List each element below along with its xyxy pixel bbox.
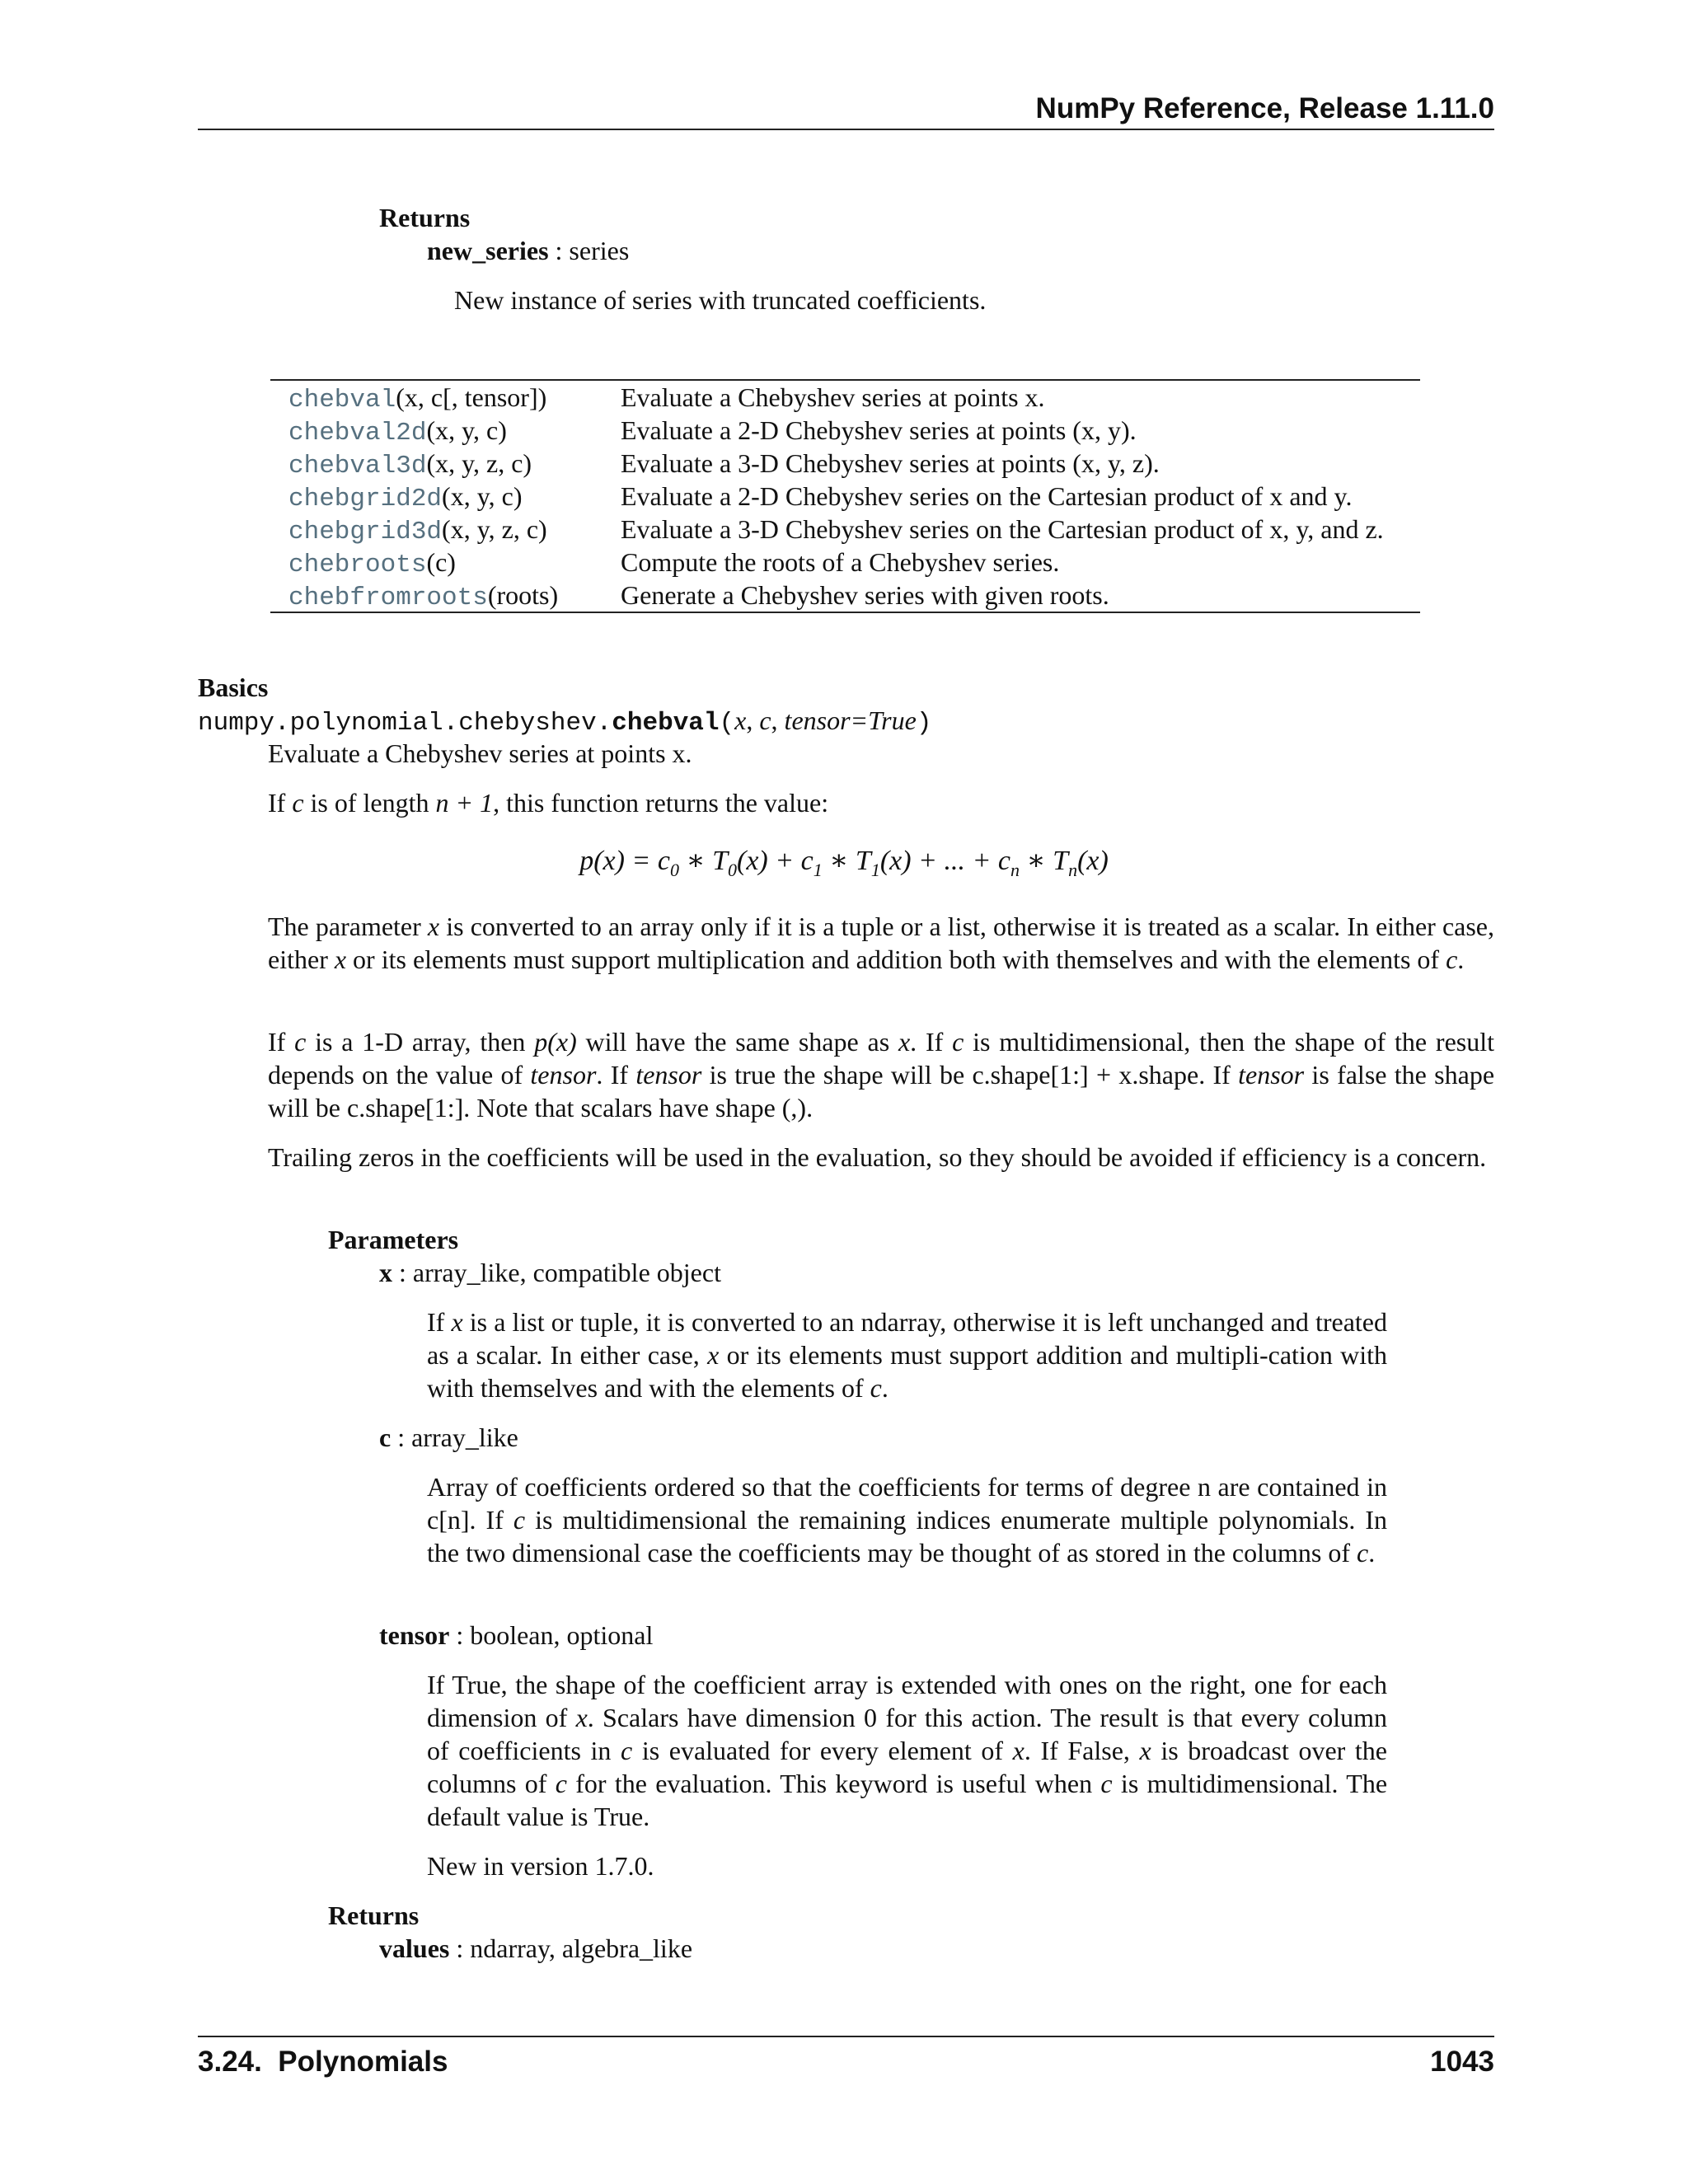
table-cell-signature: chebval2d(x, y, c)	[288, 415, 507, 448]
param-tensor-field: tensor : boolean, optional	[379, 1620, 654, 1650]
table-cell-description: Compute the roots of a Chebyshev series.	[621, 547, 1060, 577]
table-row	[270, 579, 1420, 612]
table-cell-signature: chebfromroots(roots)	[288, 580, 559, 612]
table-cell-description: Generate a Chebyshev series with given roots.	[621, 580, 1109, 610]
table-cell-description: Evaluate a Chebyshev series at points x.	[621, 382, 1045, 412]
table-cell-signature: chebroots(c)	[288, 547, 456, 579]
param-tensor-type: boolean, optional	[470, 1620, 654, 1650]
prev-returns-name: new_series	[427, 236, 549, 265]
function-link[interactable]: chebroots	[288, 551, 427, 579]
param-x-type: array_like, compatible object	[412, 1258, 721, 1287]
param-x-name: x	[379, 1258, 392, 1287]
function-link[interactable]: chebval	[288, 386, 396, 415]
table-row	[270, 381, 1420, 414]
function-link[interactable]: chebval3d	[288, 452, 427, 480]
function-link[interactable]: chebgrid2d	[288, 485, 443, 513]
version-note: New in version 1.7.0.	[427, 1851, 654, 1881]
table-row	[270, 447, 1420, 480]
table-cell-signature: chebgrid3d(x, y, z, c)	[288, 514, 547, 546]
prev-returns-desc: New instance of series with truncated coefficients.	[454, 285, 987, 315]
param-x-field: x : array_like, compatible object	[379, 1258, 721, 1287]
table-cell-description: Evaluate a 3-D Chebyshev series on the Cartesian product of x, y, and z.	[621, 514, 1384, 544]
prev-returns-field: new_series : series	[427, 236, 630, 265]
header-rule	[198, 129, 1494, 130]
param-c-field: c : array_like	[379, 1422, 518, 1452]
running-header-title: NumPy Reference, Release 1.11.0	[1035, 92, 1494, 124]
param-c-desc: Array of coefficients ordered so that the coefficients for terms of degree n are contained in c[n]. If c is multidimensional the remaining indices enumerate multiple polynomials. In the two dimensional case the coefficients may be thought of as stored in the columns of c.	[427, 1472, 1388, 1568]
function-signature: numpy.polynomial.chebyshev.chebval(x, c, tensor=True)	[198, 705, 932, 738]
function-summary-table	[270, 379, 1420, 613]
function-summary-line: Evaluate a Chebyshev series at points x.	[268, 738, 692, 768]
returns-name: values	[379, 1933, 450, 1963]
returns-field: values : ndarray, algebra_like	[379, 1933, 693, 1963]
length-sentence: If c is of length n + 1, this function returns the value:	[268, 788, 829, 818]
signature-module: numpy.polynomial.chebyshev.	[198, 709, 612, 738]
function-link[interactable]: chebgrid3d	[288, 518, 443, 546]
paragraph-trailing-zeros: Trailing zeros in the coefficients will be used in the evaluation, so they should be avoided if efficiency is a concern.	[268, 1142, 1487, 1172]
table-cell-signature: chebval3d(x, y, z, c)	[288, 448, 532, 480]
param-x-desc: If x is a list or tuple, it is converted to an ndarray, otherwise it is left unchanged and treated as a scalar. In either case, x or its elements must support addition and multipli-cation with with themselves and with the elements of c.	[427, 1307, 1388, 1403]
table-cell-signature: chebval(x, c[, tensor])	[288, 382, 547, 415]
table-cell-description: Evaluate a 2-D Chebyshev series at points (x, y).	[621, 415, 1137, 445]
param-c-name: c	[379, 1422, 392, 1452]
signature-param-c: c	[759, 705, 771, 735]
function-link[interactable]: chebfromroots	[288, 583, 488, 612]
paragraph-parameter-x: The parameter x is converted to an array only if it is a tuple or a list, otherwise it is treated as a scalar. In either case, either x or its elements must support multiplication and addition both with themselves and with the elements of c.	[268, 912, 1494, 974]
page-number: 1043	[1430, 2046, 1494, 2078]
table-row	[270, 414, 1420, 447]
param-tensor-desc: If True, the shape of the coefficient array is extended with ones on the right, one for each dimension of x. Scalars have dimension 0 for this action. The result is that every column of coefficients in c is evaluated for every element of x. If False, x is broadcast over the columns of c for the evaluation. This keyword is useful when c is multidimensional. The default value is True.	[427, 1670, 1388, 1831]
signature-param-x: x	[734, 705, 747, 735]
returns-type: ndarray, algebra_like	[470, 1933, 693, 1963]
prev-returns-heading: Returns	[379, 203, 471, 232]
chebyshev-formula: $p(x) = c_0$ ∗ $T_0(x) + c_1$ ∗ $T_1(x)$ + ... + $c_n$ ∗ $T_n(x)$	[579, 846, 1109, 880]
section-title: Basics	[198, 673, 269, 702]
returns-heading: Returns	[328, 1900, 420, 1930]
table-row	[270, 480, 1420, 513]
prev-returns-type: series	[569, 236, 630, 265]
signature-name: chebval	[612, 709, 720, 738]
table-row	[270, 546, 1420, 579]
table-row	[270, 513, 1420, 546]
table-cell-description: Evaluate a 3-D Chebyshev series at points (x, y, z).	[621, 448, 1160, 478]
table-cell-signature: chebgrid2d(x, y, c)	[288, 481, 523, 513]
signature-param-tensor: tensor=True	[784, 705, 917, 735]
table-cell-description: Evaluate a 2-D Chebyshev series on the Cartesian product of x and y.	[621, 481, 1353, 511]
param-c-type: array_like	[411, 1422, 518, 1452]
footer-section: 3.24. Polynomials	[198, 2046, 448, 2078]
footer-rule	[198, 2036, 1494, 2037]
function-link[interactable]: chebval2d	[288, 419, 427, 448]
paragraph-shape: If c is a 1-D array, then p(x) will have the same shape as x. If c is multidimensional, then the shape of the result depends on the value of tensor. If tensor is true the shape will be c.shape[1:] + x.shape. If tensor is false the shape will be c.shape[1:]. Note that scalars have shape (,).	[268, 1027, 1495, 1122]
param-tensor-name: tensor	[379, 1620, 450, 1650]
parameters-heading: Parameters	[328, 1225, 459, 1254]
